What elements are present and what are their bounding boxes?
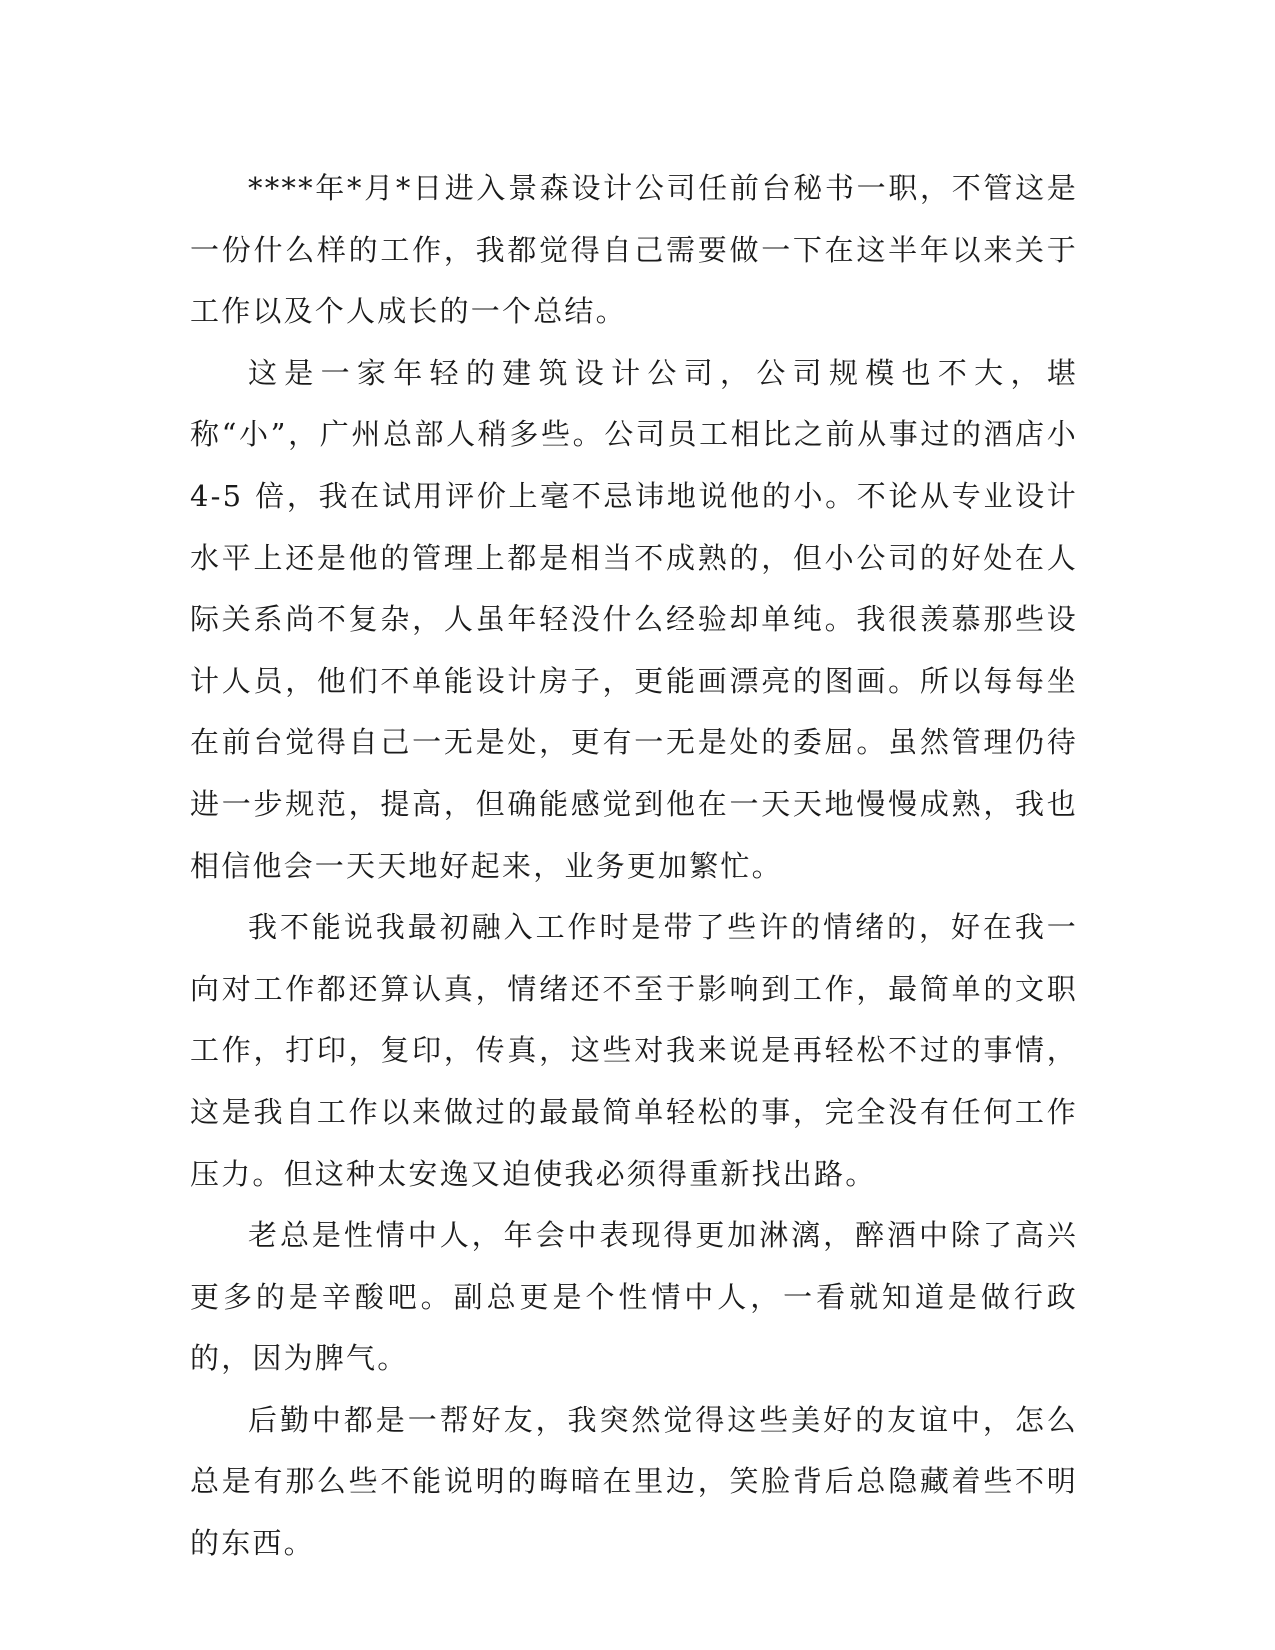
document-body — [190, 158, 1078, 1575]
paragraph-3: 我不能说我最初融入工作时是带了些许的情绪的，好在我一向对工作都还算认真，情绪还不至于影响到工作，最简单的文职工作，打印，复印，传真，这些对我来说是再轻松不过的事情，这是我自工作以来做过的最最简单轻松的事，完全没有任何工作压力。但这种太安逸又迫使我必须得重新找出路。 — [190, 910, 1078, 1191]
paragraph-4: 老总是性情中人，年会中表现得更加淋漓，醉酒中除了高兴更多的是辛酸吧。副总更是个性情中人，一看就知道是做行政的，因为脾气。 — [190, 1218, 1078, 1376]
paragraph-2: 这是一家年轻的建筑设计公司，公司规模也不大，堪称“小”，广州总部人稍多些。公司员工相比之前从事过的酒店小 4-5 倍，我在试用评价上毫不忌讳地说他的小。不论从专业设计水平上还是他的管理上都是相当不成熟的，但小公司的好处在人际关系尚不复杂，人虽年轻没什么经验却单纯。我很羡慕那些设计人员，他们不单能设计房子，更能画漂亮的图画。所以每每坐在前台觉得自己一无是处，更有一无是处的委屈。虽然管理仍待进一步规范，提高，但确能感觉到他在一天天地慢慢成熟，我也相信他会一天天地好起来，业务更加繁忙。 — [190, 355, 1078, 883]
paragraph-5: 后勤中都是一帮好友，我突然觉得这些美好的友谊中，怎么总是有那么些不能说明的晦暗在里边，笑脸背后总隐藏着些不明的东西。 — [190, 1402, 1078, 1561]
paragraph-1: ****年*月*日进入景森设计公司任前台秘书一职，不管这是一份什么样的工作，我都觉得自己需要做一下在这半年以来关于工作以及个人成长的一个总结。 — [190, 171, 1078, 329]
